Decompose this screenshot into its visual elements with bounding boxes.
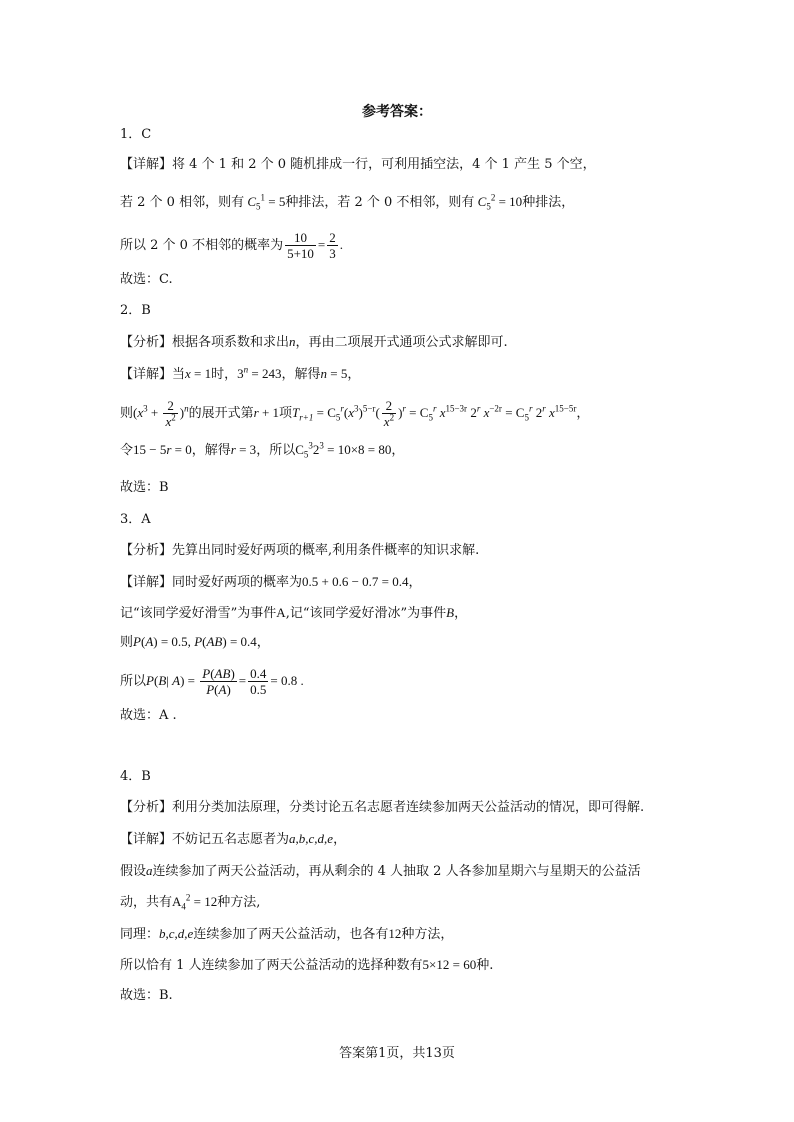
q2-number: 2．B	[120, 303, 151, 318]
q1-probability-line: 所以 2 个 0 不相邻的概率为 $\frac{10}{5+10}$ = $\frac{2}{3}$ .	[120, 230, 344, 261]
q3-conditional-probability: 所以P(B| A) = $\frac{P(AB)}{P(A)}$ = $\frac{0.4}{0.5}$ = 0.8 .	[120, 666, 304, 697]
q4-detail-line-2: 假设a连续参加了两天公益活动，再从剩余的 4 人抽取 2 人各参加星期六与星期天的公益活	[120, 863, 641, 879]
q4-number: 4．B	[120, 769, 151, 784]
q2-solve-line: 令15 − 5r = 0，解得r = 3，所以$C_5^32^3 = 10\times 8 = 80$，	[120, 440, 405, 460]
q4-analysis: 【分析】利用分类加法原理，分类讨论五名志愿者连续参加两天公益活动的情况，即可得解.	[120, 800, 645, 815]
q4-answer: 故选：B.	[120, 988, 173, 1003]
q1-answer: 故选：C.	[120, 272, 173, 287]
page-footer: 答案第1页，共13页	[339, 1046, 455, 1061]
q4-detail-line-4: 同理：b,c,d,e连续参加了两天公益活动，也各有12种方法，	[120, 926, 454, 942]
q4-detail-line-5: 所以恰有 1 人连续参加了两天公益活动的选择种数有5×12 = 60种.	[120, 957, 494, 973]
q3-analysis: 【分析】先算出同时爱好两项的概率,利用条件概率的知识求解.	[120, 543, 480, 558]
q2-detail-line-1: 【详解】当x = 1时，$3^n = 243$，解得n = 5，	[120, 364, 361, 382]
q2-analysis: 【分析】根据各项系数和求出n，再由二项展开式通项公式求解即可.	[120, 334, 508, 350]
q3-answer: 故选：A .	[120, 708, 177, 723]
q3-event-definition: 记“该同学爱好滑雪”为事件A,记“该同学爱好滑冰”为事件B，	[120, 605, 468, 621]
q2-expansion-line: 则($x^3$ + $\frac{2}{x^2}$ )$^n$的展开式第r + 1项$T_{r+1} = C_5^r(x^3)^{5-r}$( $\frac{2}{x^2}$ )$^r = C_5^r$ $x^{15-3r}$ 2$^r$ $x^{-2r} = C_5^r$ 2$^r$ $x^{15-5r}$，	[120, 398, 590, 429]
q3-detail-line-1: 【详解】同时爱好两项的概率为0.5 + 0.6 − 0.7 = 0.4，	[120, 574, 422, 590]
q4-detail-line-1: 【详解】不妨记五名志愿者为a,b,c,d,e，	[120, 831, 347, 847]
q1-detail-line-1: 【详解】将 4 个 1 和 2 个 0 随机排成一行，可利用插空法，4 个 1 产生 5 个空，	[120, 157, 596, 172]
q1-detail-line-2: 若 2 个 0 相邻，则有 $C_5^1 = 5$种排法，若 2 个 0 不相邻，则有 $C_5^2 = 10$种排法，	[120, 192, 575, 212]
q3-number: 3．A	[120, 512, 151, 527]
q2-answer: 故选：B	[120, 480, 169, 495]
page-title: 参考答案：	[362, 104, 432, 120]
q4-detail-line-3: 动，共有$A_4^2 = 12$种方法,	[120, 892, 261, 912]
q3-probabilities: 则P(A) = 0.5, P(AB) = 0.4，	[120, 634, 270, 650]
q1-number: 1．C	[120, 127, 152, 142]
